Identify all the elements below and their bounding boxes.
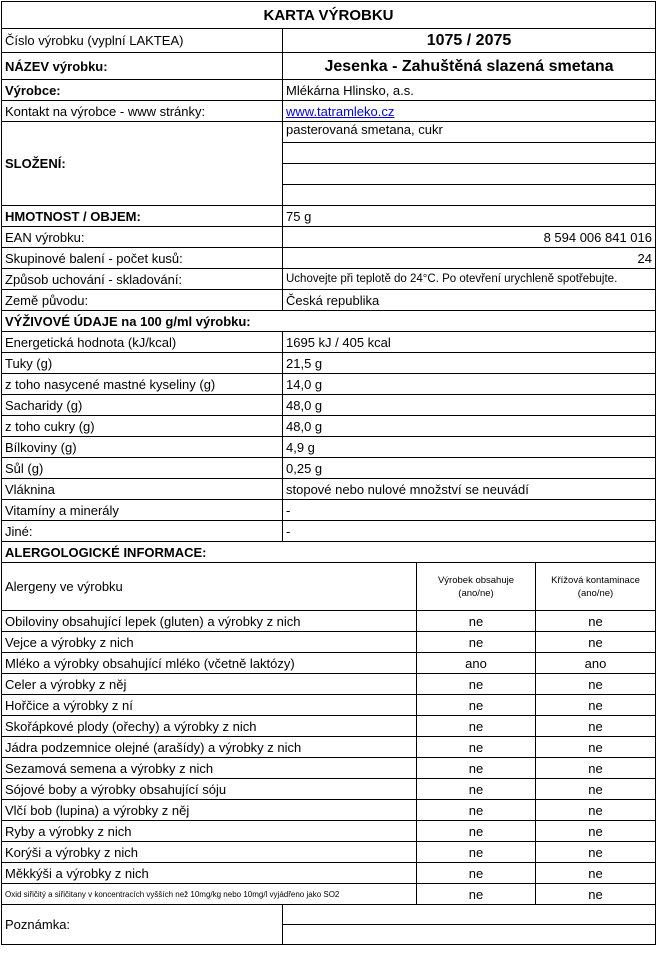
allergen-cross: ne [536,695,656,716]
product-card-table [1,1,656,945]
nutrition-value: 0,25 g [283,458,656,479]
origin-label: Země původu: [2,290,283,311]
allergen-sulphite-cross: ne [536,884,656,905]
allergen-label: Sezamová semena a výrobky z nich [2,758,417,779]
allergen-sulphite-contains: ne [417,884,536,905]
allergen-contains: ano [417,653,536,674]
nutrition-label: Sůl (g) [2,458,283,479]
storage-label: Způsob uchování - skladování: [2,269,283,290]
nutrition-value: 4,9 g [283,437,656,458]
product-number-label: Číslo výrobku (vyplní LAKTEA) [2,29,283,53]
nutrition-value: - [283,521,656,542]
producer-value: Mlékárna Hlinsko, a.s. [283,80,656,101]
allergen-cross: ano [536,653,656,674]
allergen-col-cross: Křížová kontaminace (ano/ne) [536,563,656,611]
nutrition-label: Bílkoviny (g) [2,437,283,458]
contact-cell [283,101,656,122]
contact-link[interactable]: www.tatramleko.cz [286,103,395,119]
allergen-cross: ne [536,800,656,821]
product-number-value: 1075 / 2075 [283,29,656,53]
allergen-label: Hořčice a výrobky z ní [2,695,417,716]
note-label: Poznámka: [2,905,283,945]
nutrition-value: 21,5 g [283,353,656,374]
origin-value: Česká republika [283,290,656,311]
nutrition-label: Sacharidy (g) [2,395,283,416]
composition-blank [283,164,656,185]
producer-label: Výrobce: [2,80,283,101]
weight-label: HMOTNOST / OBJEM: [2,206,283,227]
allergen-sulphite-label: Oxid siřičitý a siřičitany v koncentracích vyšších než 10mg/kg nebo 10mg/l vyjádřeno jako SO2 [2,884,417,905]
allergen-cross: ne [536,716,656,737]
pack-label: Skupinové balení - počet kusů: [2,248,283,269]
allergen-contains: ne [417,737,536,758]
nutrition-header: VÝŽIVOVÉ ÚDAJE na 100 g/ml výrobku: [2,311,656,332]
allergen-cross: ne [536,737,656,758]
card-title: KARTA VÝROBKU [2,2,656,29]
allergen-label: Sójové boby a výrobky obsahující sóju [2,779,417,800]
note-value [283,925,656,945]
allergen-contains: ne [417,863,536,884]
allergen-contains: ne [417,842,536,863]
product-name-value: Jesenka - Zahuštěná slazená smetana [283,53,656,80]
nutrition-value: stopové nebo nulové množství se neuvádí [283,479,656,500]
allergen-cross: ne [536,674,656,695]
allergen-cross: ne [536,779,656,800]
weight-value: 75 g [283,206,656,227]
allergen-label: Obiloviny obsahující lepek (gluten) a výrobky z nich [2,611,417,632]
allergen-cross: ne [536,611,656,632]
nutrition-label: z toho nasycené mastné kyseliny (g) [2,374,283,395]
allergen-contains: ne [417,821,536,842]
allergen-label: Korýši a výrobky z nich [2,842,417,863]
nutrition-label: Tuky (g) [2,353,283,374]
allergen-label: Skořápkové plody (ořechy) a výrobky z nich [2,716,417,737]
allergen-label: Měkkýši a výrobky z nich [2,863,417,884]
allergen-contains: ne [417,758,536,779]
composition-label: SLOŽENÍ: [2,122,283,206]
nutrition-label: Energetická hodnota (kJ/kcal) [2,332,283,353]
allergen-cross: ne [536,632,656,653]
pack-value: 24 [283,248,656,269]
allergen-label: Celer a výrobky z něj [2,674,417,695]
contact-label: Kontakt na výrobce - www stránky: [2,101,283,122]
composition-blank [283,185,656,206]
note-value [283,905,656,925]
ean-label: EAN výrobku: [2,227,283,248]
nutrition-label: Jiné: [2,521,283,542]
allergen-header: ALERGOLOGICKÉ INFORMACE: [2,542,656,563]
nutrition-label: z toho cukry (g) [2,416,283,437]
allergen-cross: ne [536,842,656,863]
product-name-label: NÁZEV výrobku: [2,53,283,80]
nutrition-value: 14,0 g [283,374,656,395]
allergen-contains: ne [417,800,536,821]
nutrition-label: Vitamíny a minerály [2,500,283,521]
allergen-col-label: Alergeny ve výrobku [2,563,417,611]
allergen-contains: ne [417,674,536,695]
allergen-label: Jádra podzemnice olejné (arašídy) a výrobky z nich [2,737,417,758]
nutrition-value: - [283,500,656,521]
allergen-label: Mléko a výrobky obsahující mléko (včetně laktózy) [2,653,417,674]
nutrition-value: 1695 kJ / 405 kcal [283,332,656,353]
nutrition-label: Vláknina [2,479,283,500]
composition-value: pasterovaná smetana, cukr [283,122,656,143]
allergen-label: Vlčí bob (lupina) a výrobky z něj [2,800,417,821]
nutrition-value: 48,0 g [283,416,656,437]
allergen-cross: ne [536,821,656,842]
allergen-col-contains: Výrobek obsahuje (ano/ne) [417,563,536,611]
allergen-label: Vejce a výrobky z nich [2,632,417,653]
allergen-cross: ne [536,758,656,779]
ean-value: 8 594 006 841 016 [283,227,656,248]
storage-value: Uchovejte při teplotě do 24°C. Po otevření urychleně spotřebujte. [283,269,656,290]
composition-blank [283,143,656,164]
allergen-label: Ryby a výrobky z nich [2,821,417,842]
allergen-contains: ne [417,779,536,800]
allergen-contains: ne [417,695,536,716]
allergen-contains: ne [417,716,536,737]
nutrition-value: 48,0 g [283,395,656,416]
allergen-contains: ne [417,611,536,632]
allergen-contains: ne [417,632,536,653]
allergen-cross: ne [536,863,656,884]
